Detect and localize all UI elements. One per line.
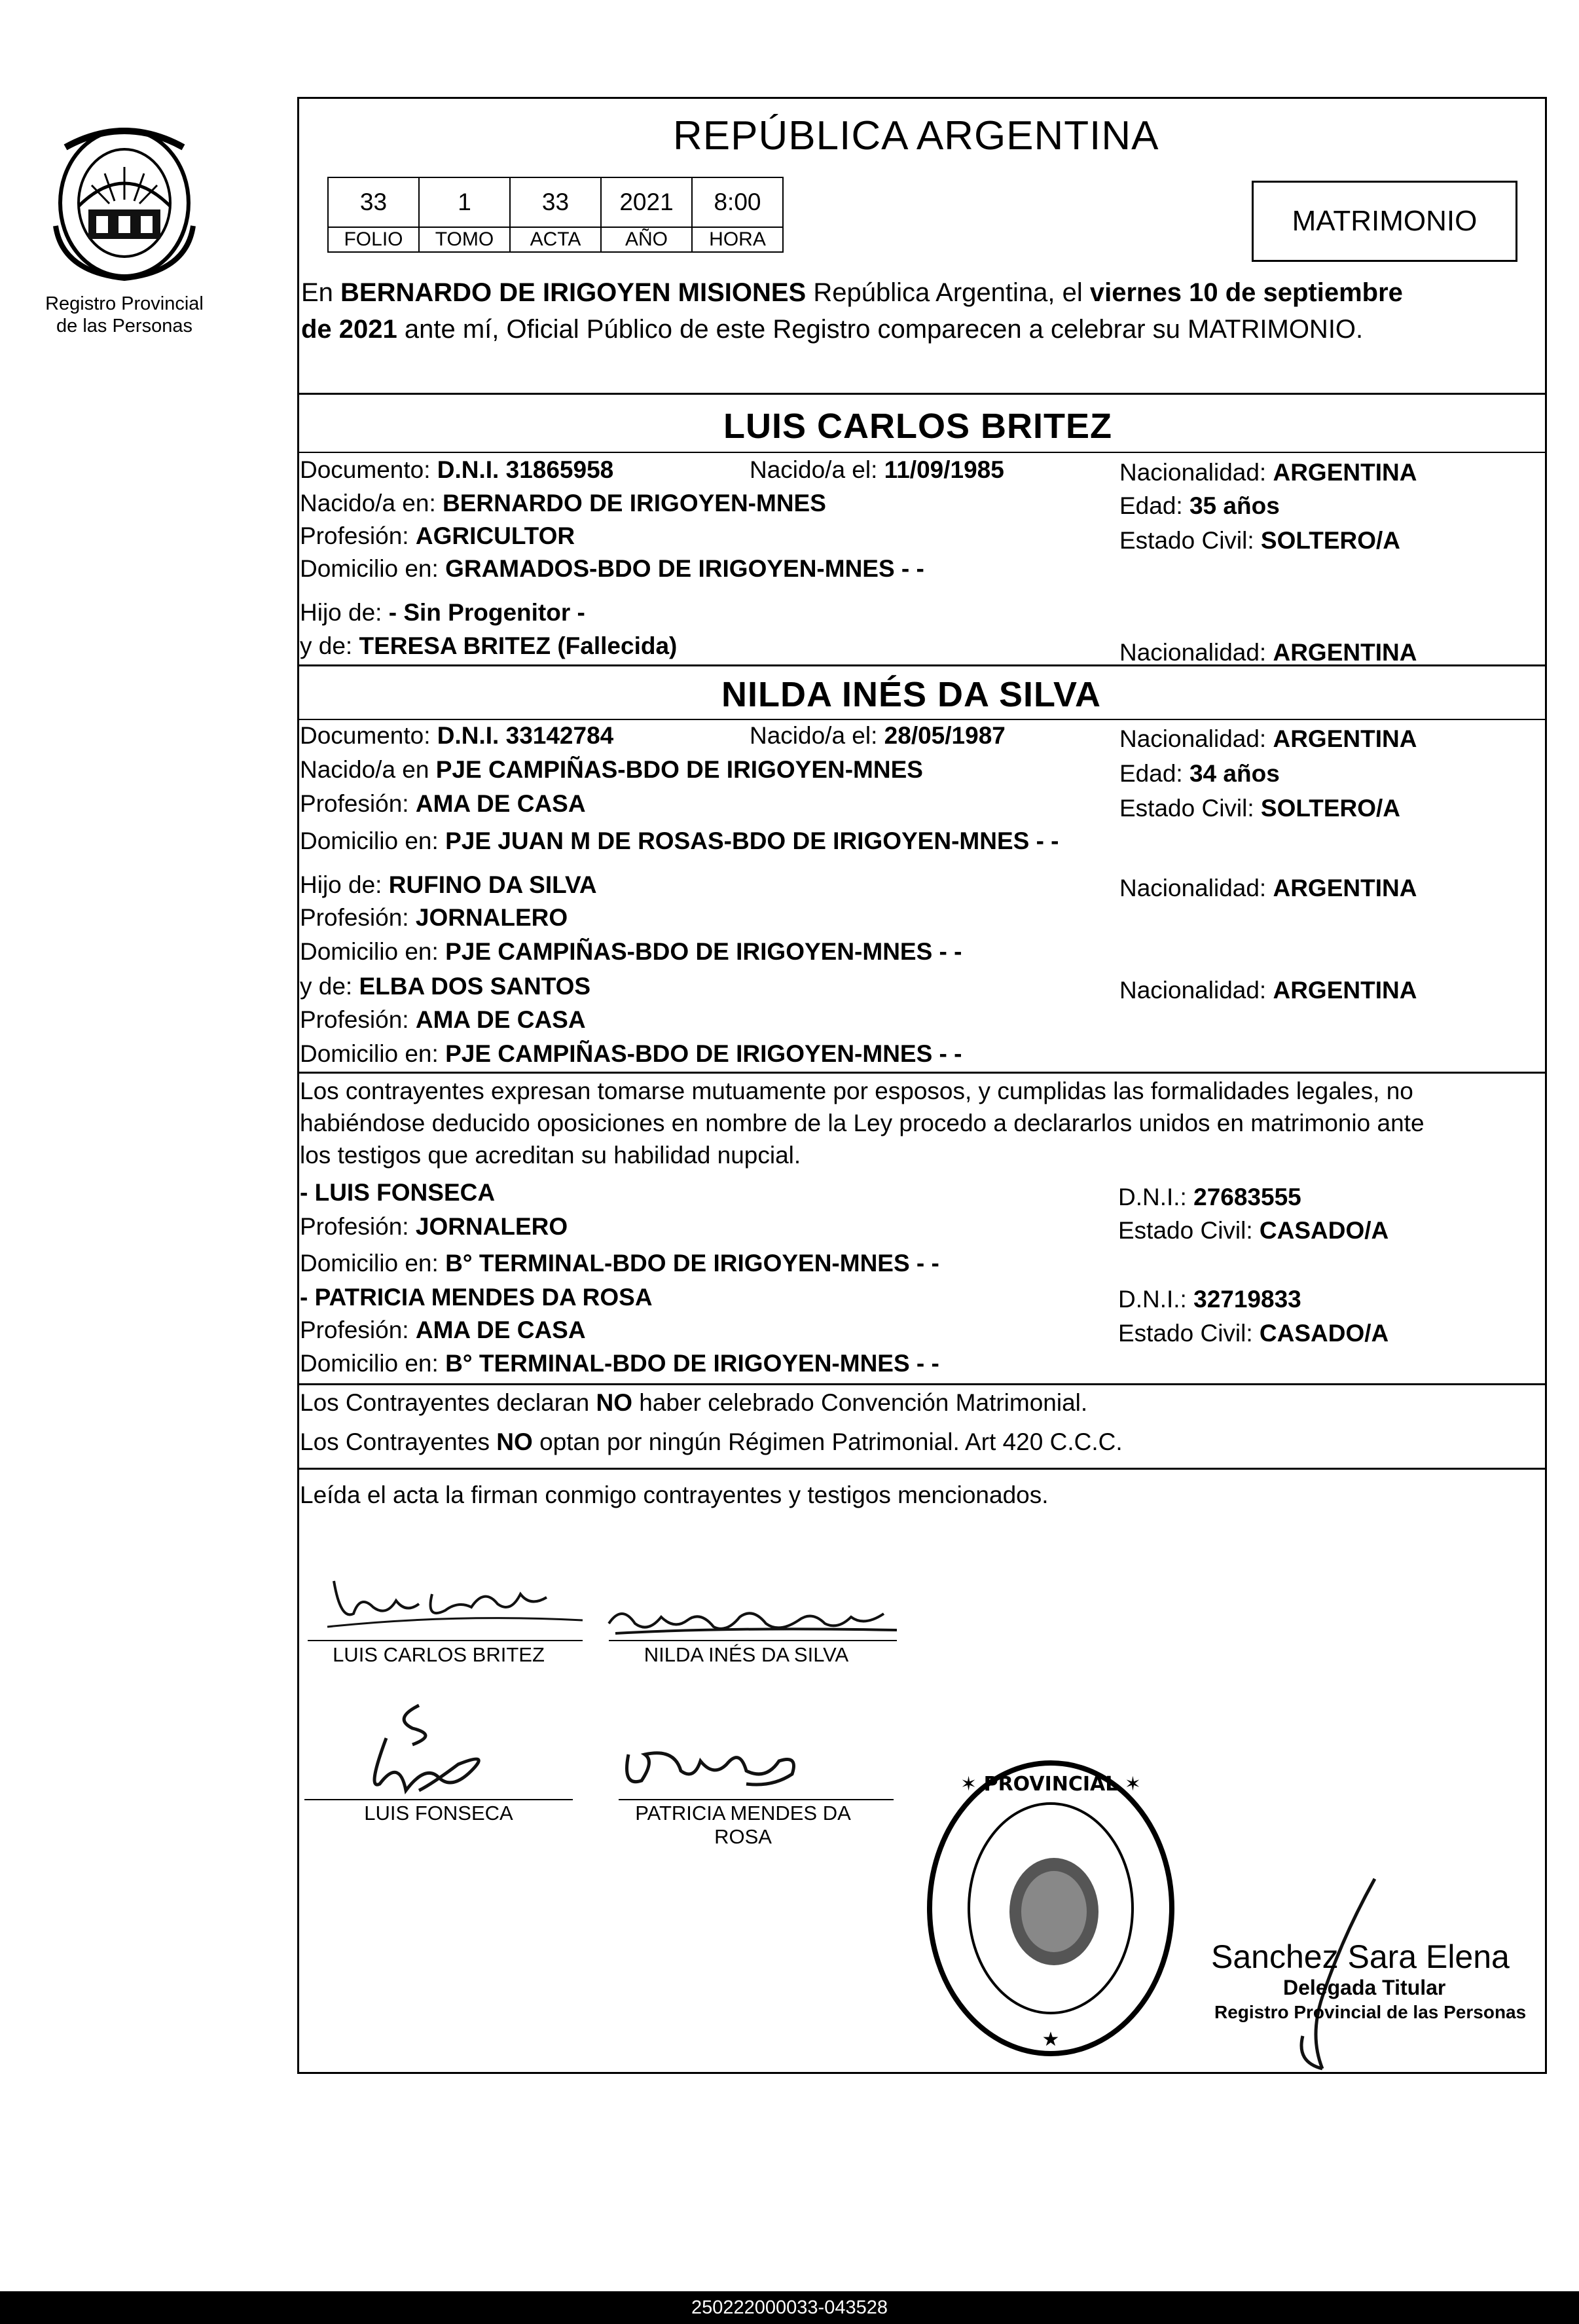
groom-address: Domicilio en: GRAMADOS-BDO DE IRIGOYEN-MNES - - xyxy=(300,555,924,582)
signature-groom-name: LUIS CARLOS BRITEZ xyxy=(333,1643,545,1666)
groom-profession: Profesión: AGRICULTOR xyxy=(300,522,575,549)
bride-mother-nationality: Nacionalidad: ARGENTINA xyxy=(1119,977,1417,1004)
hour-value: 8:00 xyxy=(692,177,783,227)
acta-label: ACTA xyxy=(510,227,601,252)
registry-caption xyxy=(39,293,209,337)
divider xyxy=(297,1383,1547,1385)
signature-groom-scrawl xyxy=(321,1568,596,1640)
witness-2-civil-status: Estado Civil: CASADO/A xyxy=(1118,1320,1389,1347)
country-title: REPÚBLICA ARGENTINA xyxy=(673,113,1159,158)
witness-2-address: Domicilio en: B° TERMINAL-BDO DE IRIGOYEN-MNES - - xyxy=(300,1350,939,1377)
bride-father: Hijo de: RUFINO DA SILVA xyxy=(300,871,597,898)
bride-nationality: Nacionalidad: ARGENTINA xyxy=(1119,725,1417,752)
province-seal-icon xyxy=(49,121,200,285)
divider xyxy=(297,393,1547,395)
signature-witness-1-name: LUIS FONSECA xyxy=(364,1802,513,1825)
witness-1-civil-status: Estado Civil: CASADO/A xyxy=(1118,1217,1389,1244)
signature-bride-scrawl xyxy=(602,1597,903,1643)
bride-father-profession: Profesión: JORNALERO xyxy=(300,904,568,931)
declaration-line-2: habiéndose deducido oposiciones en nombre de la Ley procedo a declararlos unidos en matrimonio ante xyxy=(300,1110,1425,1136)
bride-document: Documento: D.N.I. 33142784 xyxy=(300,722,614,749)
witness-1-address: Domicilio en: B° TERMINAL-BDO DE IRIGOYEN-MNES - - xyxy=(300,1250,939,1277)
groom-mother-nationality: Nacionalidad: ARGENTINA xyxy=(1119,639,1417,666)
folio-label: FOLIO xyxy=(328,227,419,252)
registry-caption-line1: Registro Provincial xyxy=(45,293,204,314)
closing-statement: Leída el acta la firman conmigo contrayentes y testigos mencionados. xyxy=(300,1481,1049,1508)
signature-bride-name: NILDA INÉS DA SILVA xyxy=(644,1643,849,1666)
year-value: 2021 xyxy=(601,177,692,227)
divider xyxy=(297,452,1547,453)
divider xyxy=(297,1468,1547,1470)
registry-logo xyxy=(39,121,209,337)
bride-age: Edad: 34 años xyxy=(1119,760,1280,787)
bride-father-address: Domicilio en: PJE CAMPIÑAS-BDO DE IRIGOYEN-MNES - - xyxy=(300,938,962,965)
bride-mother-profession: Profesión: AMA DE CASA xyxy=(300,1006,586,1033)
groom-civil-status: Estado Civil: SOLTERO/A xyxy=(1119,527,1401,554)
groom-name: LUIS CARLOS BRITEZ xyxy=(723,407,1112,446)
bride-mother: y de: ELBA DOS SANTOS xyxy=(300,973,591,1000)
declaration-line-1: Los contrayentes expresan tomarse mutuamente por esposos, y cumplidas las formalidades legales, no xyxy=(300,1078,1413,1104)
signature-line xyxy=(304,1799,573,1800)
bride-father-nationality: Nacionalidad: ARGENTINA xyxy=(1119,875,1417,901)
registry-caption-line2: de las Personas xyxy=(56,316,192,336)
witness-1-dni: D.N.I.: 27683555 xyxy=(1118,1184,1301,1210)
bride-profession: Profesión: AMA DE CASA xyxy=(300,790,586,817)
witness-2-dni: D.N.I.: 32719833 xyxy=(1118,1286,1301,1313)
groom-mother: y de: TERESA BRITEZ (Fallecida) xyxy=(300,632,678,659)
witness-1-profession: Profesión: JORNALERO xyxy=(300,1213,568,1240)
groom-nationality: Nacionalidad: ARGENTINA xyxy=(1119,459,1417,486)
intro-line-2: de 2021 ante mí, Oficial Público de este Registro comparecen a celebrar su MATRIMONIO. xyxy=(301,315,1364,344)
intro-line-1: En BERNARDO DE IRIGOYEN MISIONES República Argentina, el viernes 10 de septiembre xyxy=(301,278,1403,307)
record-type-box: MATRIMONIO xyxy=(1252,181,1517,262)
bride-mother-address: Domicilio en: PJE CAMPIÑAS-BDO DE IRIGOYEN-MNES - - xyxy=(300,1040,962,1067)
groom-age: Edad: 35 años xyxy=(1119,492,1280,519)
groom-document: Documento: D.N.I. 31865958 xyxy=(300,456,614,483)
witness-2-name: - PATRICIA MENDES DA ROSA xyxy=(300,1284,653,1311)
declaration-line-3: los testigos que acreditan su habilidad nupcial. xyxy=(300,1142,801,1169)
patrimonial-regime-statement: Los Contrayentes NO optan por ningún Régimen Patrimonial. Art 420 C.C.C. xyxy=(300,1428,1123,1455)
signature-line xyxy=(308,1640,583,1641)
groom-birth-place: Nacido/a en: BERNARDO DE IRIGOYEN-MNES xyxy=(300,490,826,517)
official-title: Delegada Titular xyxy=(1283,1976,1446,1999)
svg-text:✶ PROVINCIAL ✶: ✶ PROVINCIAL ✶ xyxy=(960,1773,1141,1796)
registry-stamp-icon xyxy=(920,1754,1182,2062)
record-index-table xyxy=(327,177,784,253)
folio-value: 33 xyxy=(328,177,419,227)
bride-name: NILDA INÉS DA SILVA xyxy=(721,675,1102,714)
hour-label: HORA xyxy=(692,227,783,252)
groom-birth-date: Nacido/a el: 11/09/1985 xyxy=(750,456,1004,483)
witness-1-name: - LUIS FONSECA xyxy=(300,1179,496,1206)
svg-text:★: ★ xyxy=(1042,2028,1060,2051)
bride-birth-place: Nacido/a en PJE CAMPIÑAS-BDO DE IRIGOYEN-MNES xyxy=(300,756,923,783)
tomo-value: 1 xyxy=(419,177,510,227)
bride-address: Domicilio en: PJE JUAN M DE ROSAS-BDO DE IRIGOYEN-MNES - - xyxy=(300,827,1059,854)
acta-value: 33 xyxy=(510,177,601,227)
bride-birth-date: Nacido/a el: 28/05/1987 xyxy=(750,722,1006,749)
witness-2-profession: Profesión: AMA DE CASA xyxy=(300,1316,586,1343)
official-name: Sanchez Sara Elena xyxy=(1211,1938,1510,1975)
document-footer-code: 250222000033-043528 xyxy=(0,2291,1579,2324)
divider xyxy=(297,664,1547,666)
groom-father: Hijo de: - Sin Progenitor - xyxy=(300,599,585,626)
signature-witness-1-scrawl xyxy=(340,1699,511,1804)
tomo-label: TOMO xyxy=(419,227,510,252)
signature-witness-2-scrawl xyxy=(615,1735,812,1800)
bride-civil-status: Estado Civil: SOLTERO/A xyxy=(1119,795,1401,822)
divider xyxy=(297,1072,1547,1074)
signature-witness-2-name: PATRICIA MENDES DA ROSA xyxy=(635,1802,851,1848)
convention-statement: Los Contrayentes declaran NO haber celebrado Convención Matrimonial. xyxy=(300,1389,1088,1416)
year-label: AÑO xyxy=(601,227,692,252)
signature-line xyxy=(609,1640,897,1641)
official-office: Registro Provincial de las Personas xyxy=(1214,2002,1527,2022)
signature-line xyxy=(619,1799,894,1800)
divider xyxy=(297,719,1547,720)
